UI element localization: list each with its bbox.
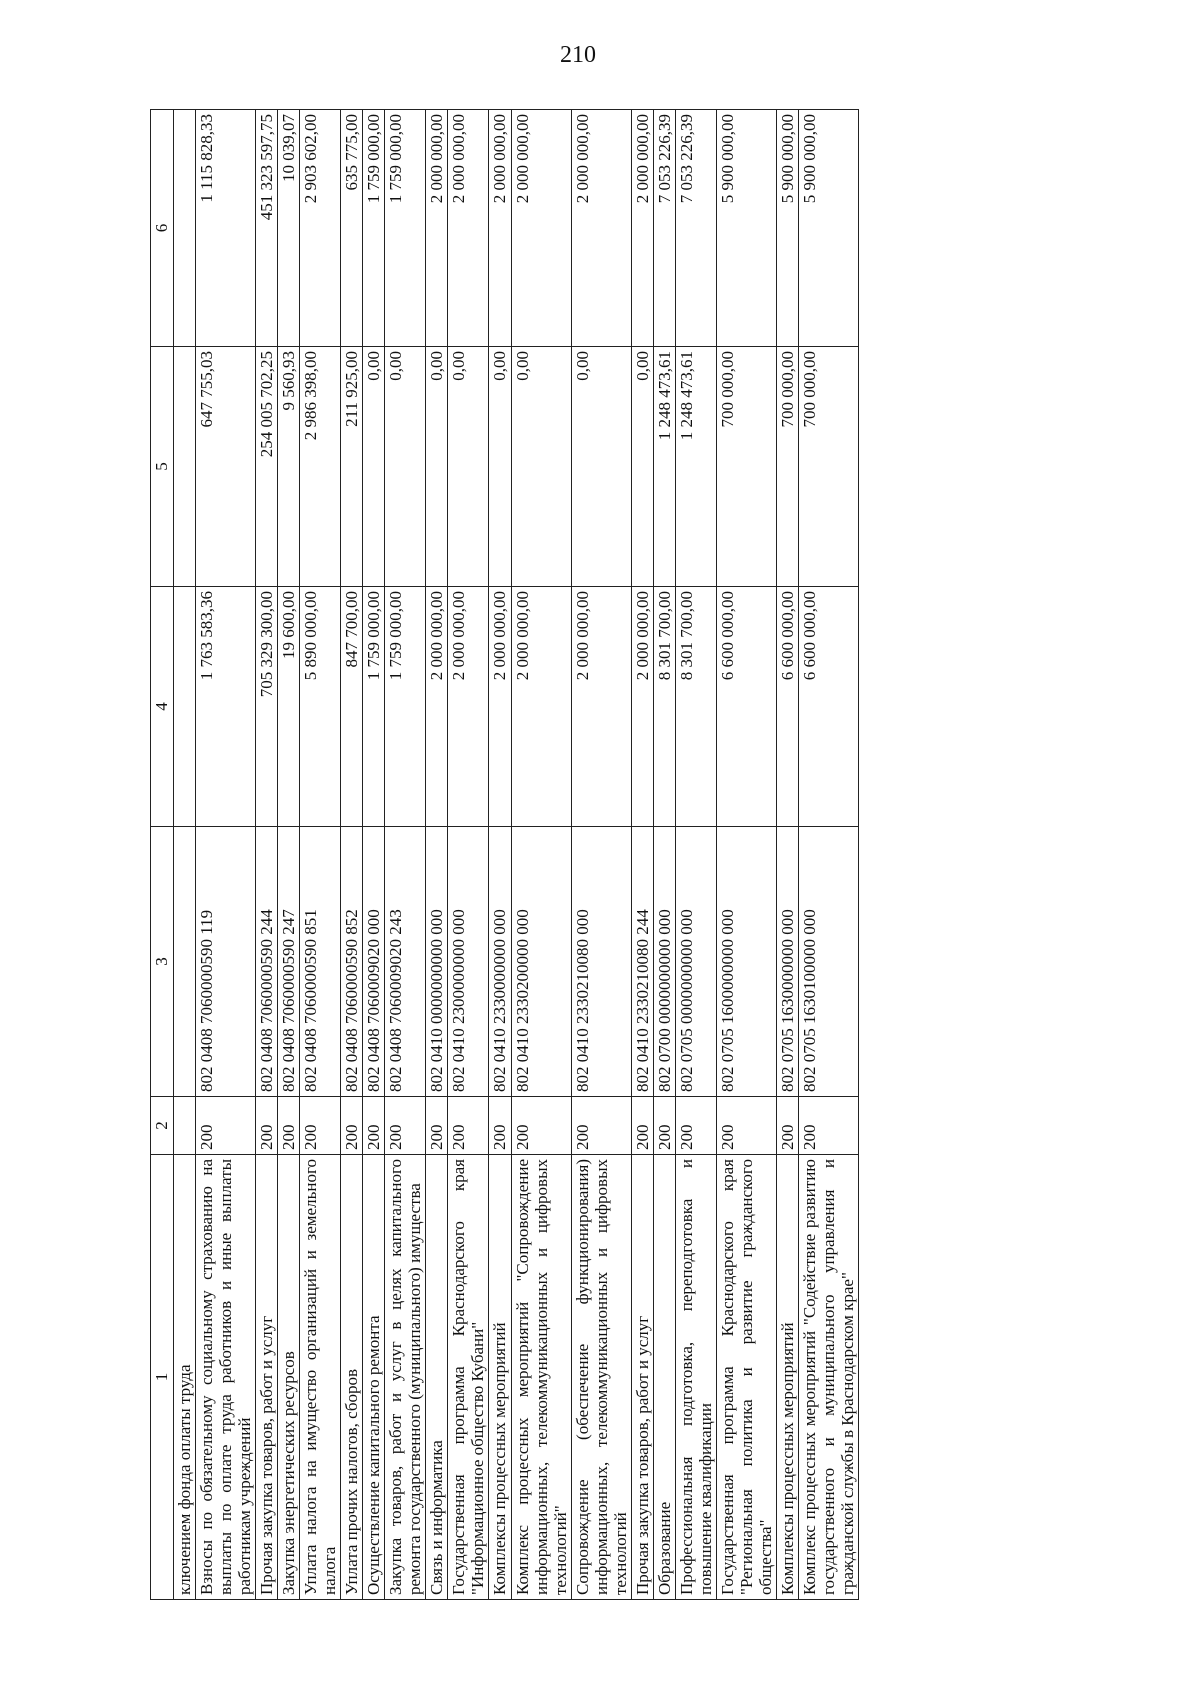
row-value-col4-cell: 705 329 300,00: [256, 587, 278, 827]
row-value-col5-cell: 254 005 702,25: [256, 347, 278, 587]
row-value-col4-cell: 19 600,00: [278, 587, 300, 827]
row-name-cell: Государственная программа Краснодарского края "Информационное общество Кубани": [448, 1155, 489, 1600]
row-code-cell: 200: [196, 1097, 256, 1155]
row-name-cell: Взносы по обязательному социальному страхованию на выплаты по оплате труда работников и иные выплаты работникам учреждений: [196, 1155, 256, 1600]
row-name-cell: Государственная программа Краснодарского края "Региональная политика и развитие гражданского общества": [716, 1155, 776, 1600]
row-code-cell: 200: [256, 1097, 278, 1155]
row-kbk-cell: 802 0705 1600000000 000: [716, 827, 776, 1097]
budget-table: [150, 109, 859, 1600]
row-kbk-cell: 802 0705 0000000000 000: [675, 827, 716, 1097]
row-kbk-cell: 802 0410 2300000000 000: [448, 827, 489, 1097]
table-row: [631, 110, 653, 1600]
table-row: [571, 110, 631, 1600]
column-header: 2: [151, 1097, 174, 1155]
row-name-cell: Уплата прочих налогов, сборов: [341, 1155, 363, 1600]
row-value-col5-cell: 700 000,00: [716, 347, 776, 587]
row-value-col4-cell: 6 600 000,00: [776, 587, 798, 827]
table-row: [196, 110, 256, 1600]
table-row: [511, 110, 571, 1600]
row-name-cell: Прочая закупка товаров, работ и услуг: [256, 1155, 278, 1600]
row-name-cell: Связь и информатика: [426, 1155, 448, 1600]
row-value-col6-cell: 635 775,00: [341, 110, 363, 347]
row-code-cell: 200: [716, 1097, 776, 1155]
row-value-col6-cell: 5 900 000,00: [716, 110, 776, 347]
row-value-col6-cell: 2 903 602,00: [300, 110, 341, 347]
row-name-cell: ключением фонда оплаты труда: [174, 1155, 196, 1600]
row-value-col6-cell: 1 759 000,00: [385, 110, 426, 347]
table-row: [385, 110, 426, 1600]
table-row: [776, 110, 798, 1600]
row-value-col4-cell: 2 000 000,00: [571, 587, 631, 827]
column-header: 1: [151, 1155, 174, 1600]
row-name-cell: Осуществление капитального ремонта: [363, 1155, 385, 1600]
row-code-cell: 200: [278, 1097, 300, 1155]
row-code-cell: 200: [489, 1097, 511, 1155]
row-code-cell: [174, 1097, 196, 1155]
row-kbk-cell: 802 0705 1630100000 000: [798, 827, 858, 1097]
row-value-col5-cell: 0,00: [489, 347, 511, 587]
table-row: [426, 110, 448, 1600]
table-header-row: [151, 110, 174, 1600]
row-kbk-cell: 802 0700 0000000000 000: [653, 827, 675, 1097]
table-row: [256, 110, 278, 1600]
row-value-col4-cell: 2 000 000,00: [426, 587, 448, 827]
row-code-cell: 200: [511, 1097, 571, 1155]
row-value-col5-cell: 700 000,00: [776, 347, 798, 587]
row-code-cell: 200: [571, 1097, 631, 1155]
page-number: 210: [560, 42, 596, 68]
row-value-col6-cell: 2 000 000,00: [426, 110, 448, 347]
row-value-col6-cell: 10 039,07: [278, 110, 300, 347]
row-name-cell: Образование: [653, 1155, 675, 1600]
row-value-col4-cell: 2 000 000,00: [631, 587, 653, 827]
row-value-col6-cell: 5 900 000,00: [798, 110, 858, 347]
row-value-col5-cell: 211 925,00: [341, 347, 363, 587]
row-value-col5-cell: 9 560,93: [278, 347, 300, 587]
row-code-cell: 200: [385, 1097, 426, 1155]
table-row: [448, 110, 489, 1600]
row-value-col5-cell: 0,00: [571, 347, 631, 587]
row-value-col6-cell: 1 759 000,00: [363, 110, 385, 347]
row-value-col5-cell: 1 248 473,61: [653, 347, 675, 587]
row-kbk-cell: 802 0410 2330210080 000: [571, 827, 631, 1097]
table-row: [798, 110, 858, 1600]
row-name-cell: Комплекс процессных мероприятий "Содействие развитию государственного и муниципального управления и гражданской службы в Краснодарском крае": [798, 1155, 858, 1600]
row-code-cell: 200: [341, 1097, 363, 1155]
row-kbk-cell: 802 0408 7060009020 243: [385, 827, 426, 1097]
row-value-col4-cell: 8 301 700,00: [653, 587, 675, 827]
row-value-col5-cell: 0,00: [511, 347, 571, 587]
row-value-col6-cell: 1 115 828,33: [196, 110, 256, 347]
row-value-col5-cell: 2 986 398,00: [300, 347, 341, 587]
row-value-col4-cell: 1 759 000,00: [363, 587, 385, 827]
row-value-col6-cell: 2 000 000,00: [631, 110, 653, 347]
row-value-col4-cell: 5 890 000,00: [300, 587, 341, 827]
row-code-cell: 200: [300, 1097, 341, 1155]
row-name-cell: Комплекс процессных мероприятий "Сопровождение информационных, телекоммуникационных и цифровых технологий": [511, 1155, 571, 1600]
row-value-col4-cell: 2 000 000,00: [511, 587, 571, 827]
table-row: [653, 110, 675, 1600]
row-kbk-cell: 802 0410 2330000000 000: [489, 827, 511, 1097]
row-value-col6-cell: 7 053 226,39: [653, 110, 675, 347]
row-code-cell: 200: [653, 1097, 675, 1155]
row-value-col4-cell: [174, 587, 196, 827]
table-row: [675, 110, 716, 1600]
row-kbk-cell: [174, 827, 196, 1097]
row-value-col6-cell: 7 053 226,39: [675, 110, 716, 347]
column-header: 5: [151, 347, 174, 587]
row-value-col4-cell: 2 000 000,00: [448, 587, 489, 827]
row-value-col5-cell: 0,00: [631, 347, 653, 587]
table-row: [489, 110, 511, 1600]
row-value-col4-cell: 2 000 000,00: [489, 587, 511, 827]
row-kbk-cell: 802 0408 7060000590 851: [300, 827, 341, 1097]
table-row: [341, 110, 363, 1600]
row-kbk-cell: 802 0408 7060000590 852: [341, 827, 363, 1097]
row-kbk-cell: 802 0408 7060000590 247: [278, 827, 300, 1097]
row-value-col4-cell: 847 700,00: [341, 587, 363, 827]
row-value-col5-cell: 700 000,00: [798, 347, 858, 587]
row-code-cell: 200: [776, 1097, 798, 1155]
row-name-cell: Прочая закупка товаров, работ и услуг: [631, 1155, 653, 1600]
column-header: 3: [151, 827, 174, 1097]
row-value-col6-cell: 451 323 597,75: [256, 110, 278, 347]
row-value-col5-cell: 0,00: [385, 347, 426, 587]
row-value-col6-cell: 2 000 000,00: [571, 110, 631, 347]
row-value-col5-cell: 0,00: [448, 347, 489, 587]
row-value-col5-cell: 1 248 473,61: [675, 347, 716, 587]
row-code-cell: 200: [426, 1097, 448, 1155]
row-name-cell: Сопровождение (обеспечение функционирования) информационных, телекоммуникационных и цифровых технологий: [571, 1155, 631, 1600]
row-value-col4-cell: 6 600 000,00: [798, 587, 858, 827]
row-value-col5-cell: 0,00: [426, 347, 448, 587]
row-value-col4-cell: 8 301 700,00: [675, 587, 716, 827]
row-value-col5-cell: 647 755,03: [196, 347, 256, 587]
row-name-cell: Комплексы процессных мероприятий: [776, 1155, 798, 1600]
row-code-cell: 200: [631, 1097, 653, 1155]
row-value-col5-cell: [174, 347, 196, 587]
row-value-col6-cell: 5 900 000,00: [776, 110, 798, 347]
table-row: [278, 110, 300, 1600]
row-kbk-cell: 802 0410 2330210080 244: [631, 827, 653, 1097]
row-value-col6-cell: [174, 110, 196, 347]
row-kbk-cell: 802 0410 2330200000 000: [511, 827, 571, 1097]
row-code-cell: 200: [675, 1097, 716, 1155]
row-kbk-cell: 802 0408 7060009020 000: [363, 827, 385, 1097]
row-value-col5-cell: 0,00: [363, 347, 385, 587]
row-code-cell: 200: [798, 1097, 858, 1155]
row-value-col6-cell: 2 000 000,00: [489, 110, 511, 347]
row-name-cell: Уплата налога на имущество организаций и земельного налога: [300, 1155, 341, 1600]
row-value-col4-cell: 1 759 000,00: [385, 587, 426, 827]
row-value-col4-cell: 6 600 000,00: [716, 587, 776, 827]
table-row: [716, 110, 776, 1600]
row-value-col4-cell: 1 763 583,36: [196, 587, 256, 827]
row-kbk-cell: 802 0408 7060000590 244: [256, 827, 278, 1097]
column-header: 4: [151, 587, 174, 827]
table-row: [300, 110, 341, 1600]
row-name-cell: Закупка товаров, работ и услуг в целях капитального ремонта государственного (муниципального) имущества: [385, 1155, 426, 1600]
row-code-cell: 200: [448, 1097, 489, 1155]
row-code-cell: 200: [363, 1097, 385, 1155]
row-name-cell: Закупка энергетических ресурсов: [278, 1155, 300, 1600]
row-kbk-cell: 802 0408 7060000590 119: [196, 827, 256, 1097]
row-value-col6-cell: 2 000 000,00: [448, 110, 489, 347]
row-value-col6-cell: 2 000 000,00: [511, 110, 571, 347]
table-row: [363, 110, 385, 1600]
column-header: 6: [151, 110, 174, 347]
row-name-cell: Комплексы процессных мероприятий: [489, 1155, 511, 1600]
table-row: [174, 110, 196, 1600]
row-kbk-cell: 802 0705 1630000000 000: [776, 827, 798, 1097]
row-kbk-cell: 802 0410 0000000000 000: [426, 827, 448, 1097]
rotated-table-container: [150, 110, 1050, 1600]
row-name-cell: Профессиональная подготовка, переподготовка и повышение квалификации: [675, 1155, 716, 1600]
